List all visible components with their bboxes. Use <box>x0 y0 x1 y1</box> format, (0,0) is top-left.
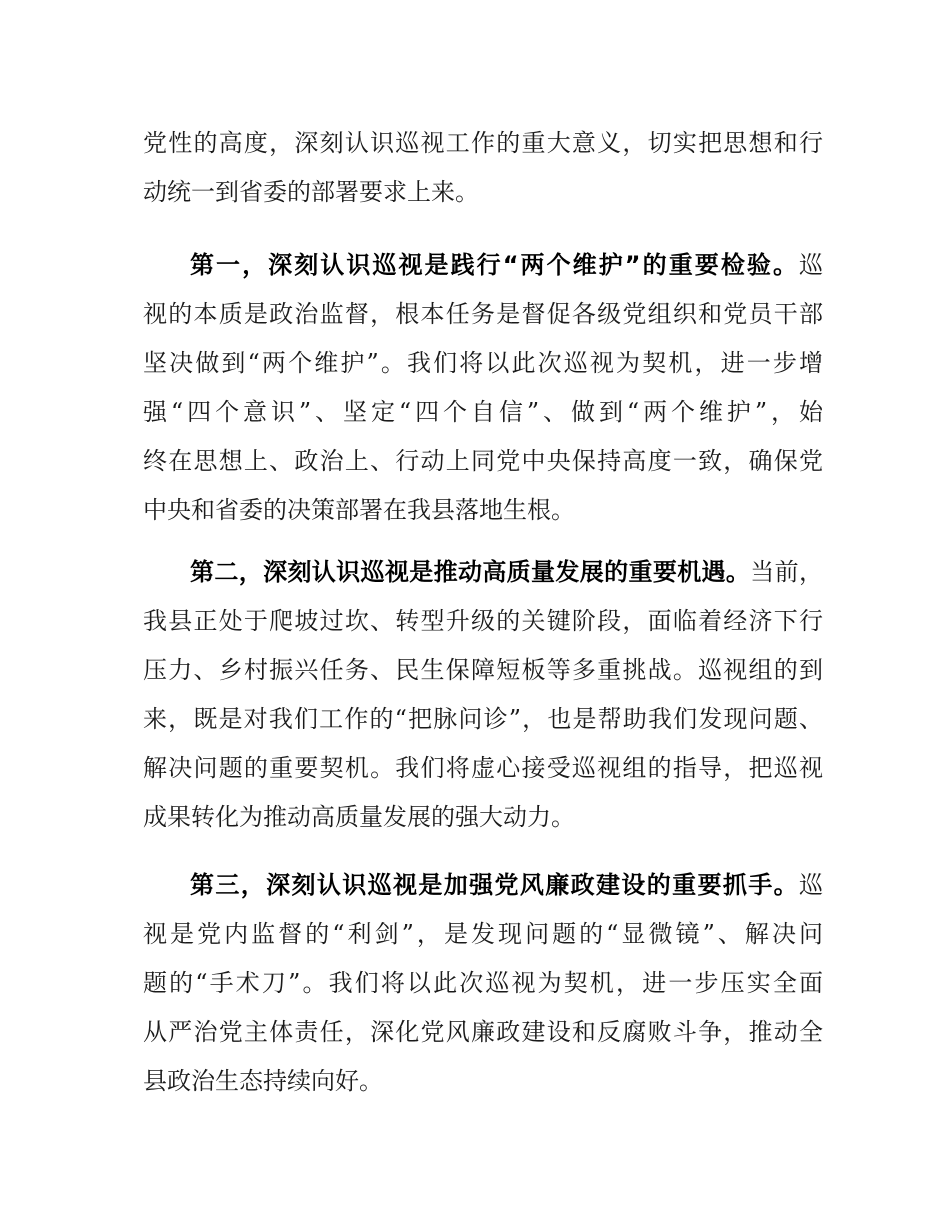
section-line: 视的本质是政治监督，根本任务是督促各级党组织和党员干部 <box>143 300 823 328</box>
section-line: 中央和省委的决策部署在我县落地生根。 <box>143 496 575 524</box>
section-3-first-line <box>190 868 823 902</box>
section-2-first-line <box>190 555 823 589</box>
section-text: 巡 <box>799 251 823 279</box>
section-text: 当前， <box>750 558 824 586</box>
section-line: 我县正处于爬坡过坎、转型升级的关键阶段，面临着经济下行 <box>143 607 823 635</box>
section-text: 巡 <box>799 871 823 899</box>
section-heading: 第一，深刻认识巡视是践行“两个维护”的重要检验。 <box>190 251 799 279</box>
section-1-first-line <box>190 248 823 282</box>
section-line: 成果转化为推动高质量发展的强大动力。 <box>143 803 575 831</box>
section-line: 题的“手术刀”。我们将以此次巡视为契机，进一步压实全面 <box>143 969 823 997</box>
section-line: 强“四个意识”、坚定“四个自信”、做到“两个维护”，始 <box>143 398 823 426</box>
section-line: 从严治党主体责任，深化党风廉政建设和反腐败斗争，推动全 <box>143 1018 823 1046</box>
section-line: 终在思想上、政治上、行动上同党中央保持高度一致，确保党 <box>143 447 823 475</box>
section-line: 视是党内监督的“利剑”，是发现问题的“显微镜”、解决问 <box>143 920 823 948</box>
section-line: 解决问题的重要契机。我们将虚心接受巡视组的指导，把巡视 <box>143 754 823 782</box>
intro-line: 动统一到省委的部署要求上来。 <box>143 178 479 206</box>
section-line: 来，既是对我们工作的“把脉问诊”，也是帮助我们发现问题、 <box>143 705 823 733</box>
section-line: 坚决做到“两个维护”。我们将以此次巡视为契机，进一步增 <box>143 349 823 377</box>
section-line: 压力、乡村振兴任务、民生保障短板等多重挑战。巡视组的到 <box>143 656 823 684</box>
section-heading: 第三，深刻认识巡视是加强党风廉政建设的重要抓手。 <box>190 871 799 899</box>
section-heading: 第二，深刻认识巡视是推动高质量发展的重要机遇。 <box>190 558 751 586</box>
section-line: 县政治生态持续向好。 <box>143 1067 383 1095</box>
intro-line: 党性的高度，深刻认识巡视工作的重大意义，切实把思想和行 <box>143 129 823 157</box>
